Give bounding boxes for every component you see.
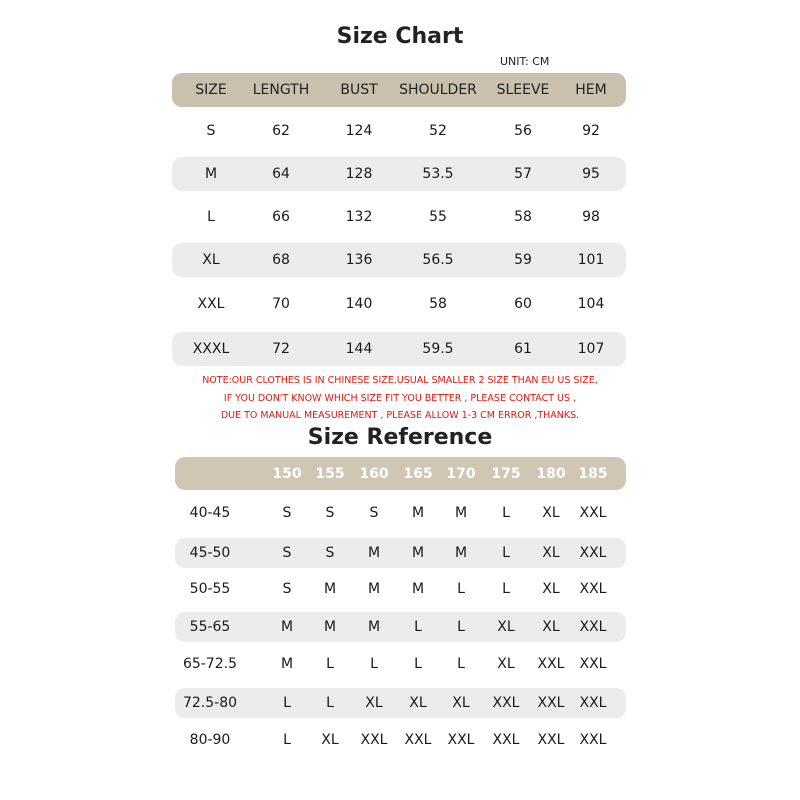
size-reference-cell: M (454, 545, 468, 561)
size-reference-cell: XL (321, 732, 339, 748)
size-reference-cell: XXL (579, 619, 607, 635)
size-reference-cell: XL (409, 695, 427, 711)
height-header-cell: 155 (315, 465, 345, 482)
size-chart-cell: 70 (272, 296, 290, 312)
note-line-2: IF YOU DON'T KNOW WHICH SIZE FIT YOU BETTER , PLEASE CONTACT US , (223, 393, 577, 404)
height-header-cell: 150 (272, 465, 302, 482)
size-reference-cell: XL (542, 505, 560, 521)
size-chart-cell: 53.5 (422, 166, 454, 182)
size-reference-cell: M (280, 656, 294, 672)
height-header-cell: 180 (536, 465, 566, 482)
size-reference-cell: L (457, 619, 465, 635)
size-reference-cell: XL (542, 581, 560, 597)
weight-label: 50-55 (189, 581, 231, 597)
size-chart-row (172, 243, 626, 277)
height-header-cell: 170 (446, 465, 476, 482)
size-chart-cell: 72 (272, 341, 290, 357)
size-chart-title: Size Chart (336, 24, 464, 49)
size-chart-cell: 144 (345, 341, 373, 357)
size-chart-cell: 104 (577, 296, 605, 312)
size-chart-cell: XXL (197, 296, 225, 312)
size-reference-header-row (175, 457, 626, 490)
size-chart-cell: 98 (582, 209, 600, 225)
size-reference-row (175, 612, 626, 642)
size-reference-cell: L (502, 505, 510, 521)
size-reference-cell: XXL (579, 732, 607, 748)
height-header-cell: 160 (359, 465, 389, 482)
size-reference-cell: L (457, 581, 465, 597)
size-reference-cell: XXL (537, 656, 565, 672)
size-reference-cell: L (457, 656, 465, 672)
size-chart-cell: 56 (514, 123, 532, 139)
size-reference-cell: M (323, 619, 337, 635)
size-reference-cell: M (367, 619, 381, 635)
size-reference-cell: XL (497, 656, 515, 672)
height-header-cell: 165 (403, 465, 433, 482)
size-reference-cell: S (325, 545, 335, 561)
size-reference-cell: XXL (492, 695, 520, 711)
size-chart-cell: 66 (272, 209, 290, 225)
size-chart-header-cell: BUST (340, 82, 378, 98)
size-chart-header-cell: SHOULDER (399, 82, 477, 98)
size-reference-cell: L (502, 581, 510, 597)
size-chart-row (172, 157, 626, 191)
size-reference-cell: XXL (579, 695, 607, 711)
size-chart-cell: 52 (429, 123, 447, 139)
size-reference-cell: XL (452, 695, 470, 711)
weight-label: 80-90 (189, 732, 231, 748)
size-chart-cell: 58 (514, 209, 532, 225)
size-reference-cell: XXL (579, 656, 607, 672)
size-reference-cell: L (414, 619, 422, 635)
size-reference-row (175, 725, 626, 755)
size-reference-cell: XXL (404, 732, 432, 748)
size-reference-cell: XXL (492, 732, 520, 748)
note-line-3: DUE TO MANUAL MEASUREMENT , PLEASE ALLOW 1-3 CM ERROR ,THANKS. (220, 410, 580, 421)
size-reference-cell: XXL (579, 505, 607, 521)
size-reference-cell: XXL (360, 732, 388, 748)
size-chart-cell: M (204, 166, 218, 182)
size-chart-cell: 101 (577, 252, 605, 268)
size-reference-cell: S (282, 545, 292, 561)
size-chart-cell: 56.5 (422, 252, 454, 268)
size-reference-cell: XXL (579, 545, 607, 561)
size-chart-cell: 59 (514, 252, 532, 268)
size-chart-cell: 132 (345, 209, 373, 225)
size-chart-cell: L (207, 209, 215, 225)
size-reference-cell: XXL (537, 695, 565, 711)
size-chart-cell: 107 (577, 341, 605, 357)
weight-label: 40-45 (189, 505, 231, 521)
size-reference-row (175, 688, 626, 718)
size-reference-cell: XXL (447, 732, 475, 748)
size-chart-row (172, 287, 626, 321)
size-chart-cell: 95 (582, 166, 600, 182)
size-chart-cell: 68 (272, 252, 290, 268)
size-reference-cell: S (325, 505, 335, 521)
size-chart-cell: 58 (429, 296, 447, 312)
note-line-1: NOTE:OUR CLOTHES IS IN CHINESE SIZE,USUAL SMALLER 2 SIZE THAN EU US SIZE, (202, 375, 598, 386)
size-reference-cell: M (411, 545, 425, 561)
size-chart-header-cell: SIZE (195, 82, 227, 98)
size-reference-cell: M (323, 581, 337, 597)
size-reference-cell: L (502, 545, 510, 561)
size-chart-cell: XL (202, 252, 220, 268)
size-reference-cell: M (411, 581, 425, 597)
size-chart-cell: 128 (345, 166, 373, 182)
size-chart-header-row (172, 73, 626, 107)
size-chart-header-cell: SLEEVE (496, 82, 550, 98)
size-chart-header-cell: LENGTH (252, 82, 310, 98)
size-chart-cell: 64 (272, 166, 290, 182)
size-chart-row (172, 114, 626, 148)
size-chart-row (172, 332, 626, 366)
size-reference-cell: M (454, 505, 468, 521)
size-reference-title: Size Reference (307, 425, 493, 450)
height-header-cell: 185 (578, 465, 608, 482)
size-reference-cell: L (283, 732, 291, 748)
weight-label: 72.5-80 (182, 695, 238, 711)
size-reference-cell: L (414, 656, 422, 672)
size-reference-cell: M (367, 545, 381, 561)
size-reference-row (175, 574, 626, 604)
size-reference-row (175, 538, 626, 568)
size-chart-cell: 140 (345, 296, 373, 312)
size-reference-cell: M (280, 619, 294, 635)
height-header-cell: 175 (491, 465, 521, 482)
size-chart-cell: XXXL (192, 341, 230, 357)
size-chart-cell: 59.5 (422, 341, 454, 357)
size-reference-cell: XXL (579, 581, 607, 597)
size-chart-cell: 136 (345, 252, 373, 268)
size-reference-cell: XL (542, 619, 560, 635)
size-reference-row (175, 649, 626, 679)
size-chart-cell: S (206, 123, 216, 139)
size-chart-cell: 55 (429, 209, 447, 225)
size-chart-cell: 62 (272, 123, 290, 139)
size-chart-cell: 60 (514, 296, 532, 312)
size-reference-cell: S (282, 581, 292, 597)
weight-label: 55-65 (189, 619, 231, 635)
size-reference-cell: L (370, 656, 378, 672)
size-chart-header-cell: HEM (575, 82, 607, 98)
size-reference-cell: L (283, 695, 291, 711)
size-reference-cell: M (411, 505, 425, 521)
size-reference-cell: XXL (537, 732, 565, 748)
size-reference-row (175, 498, 626, 528)
size-reference-cell: S (282, 505, 292, 521)
size-reference-cell: L (326, 656, 334, 672)
size-reference-cell: L (326, 695, 334, 711)
weight-label: 45-50 (189, 545, 231, 561)
size-chart-cell: 57 (514, 166, 532, 182)
size-chart-row (172, 200, 626, 234)
size-chart-cell: 92 (582, 123, 600, 139)
size-reference-cell: M (367, 581, 381, 597)
size-reference-cell: S (369, 505, 379, 521)
size-reference-cell: XL (542, 545, 560, 561)
size-reference-cell: XL (497, 619, 515, 635)
size-chart-cell: 124 (345, 123, 373, 139)
size-chart-cell: 61 (514, 341, 532, 357)
size-reference-cell: XL (365, 695, 383, 711)
weight-label: 65-72.5 (182, 656, 238, 672)
unit-label: UNIT: CM (500, 55, 550, 68)
